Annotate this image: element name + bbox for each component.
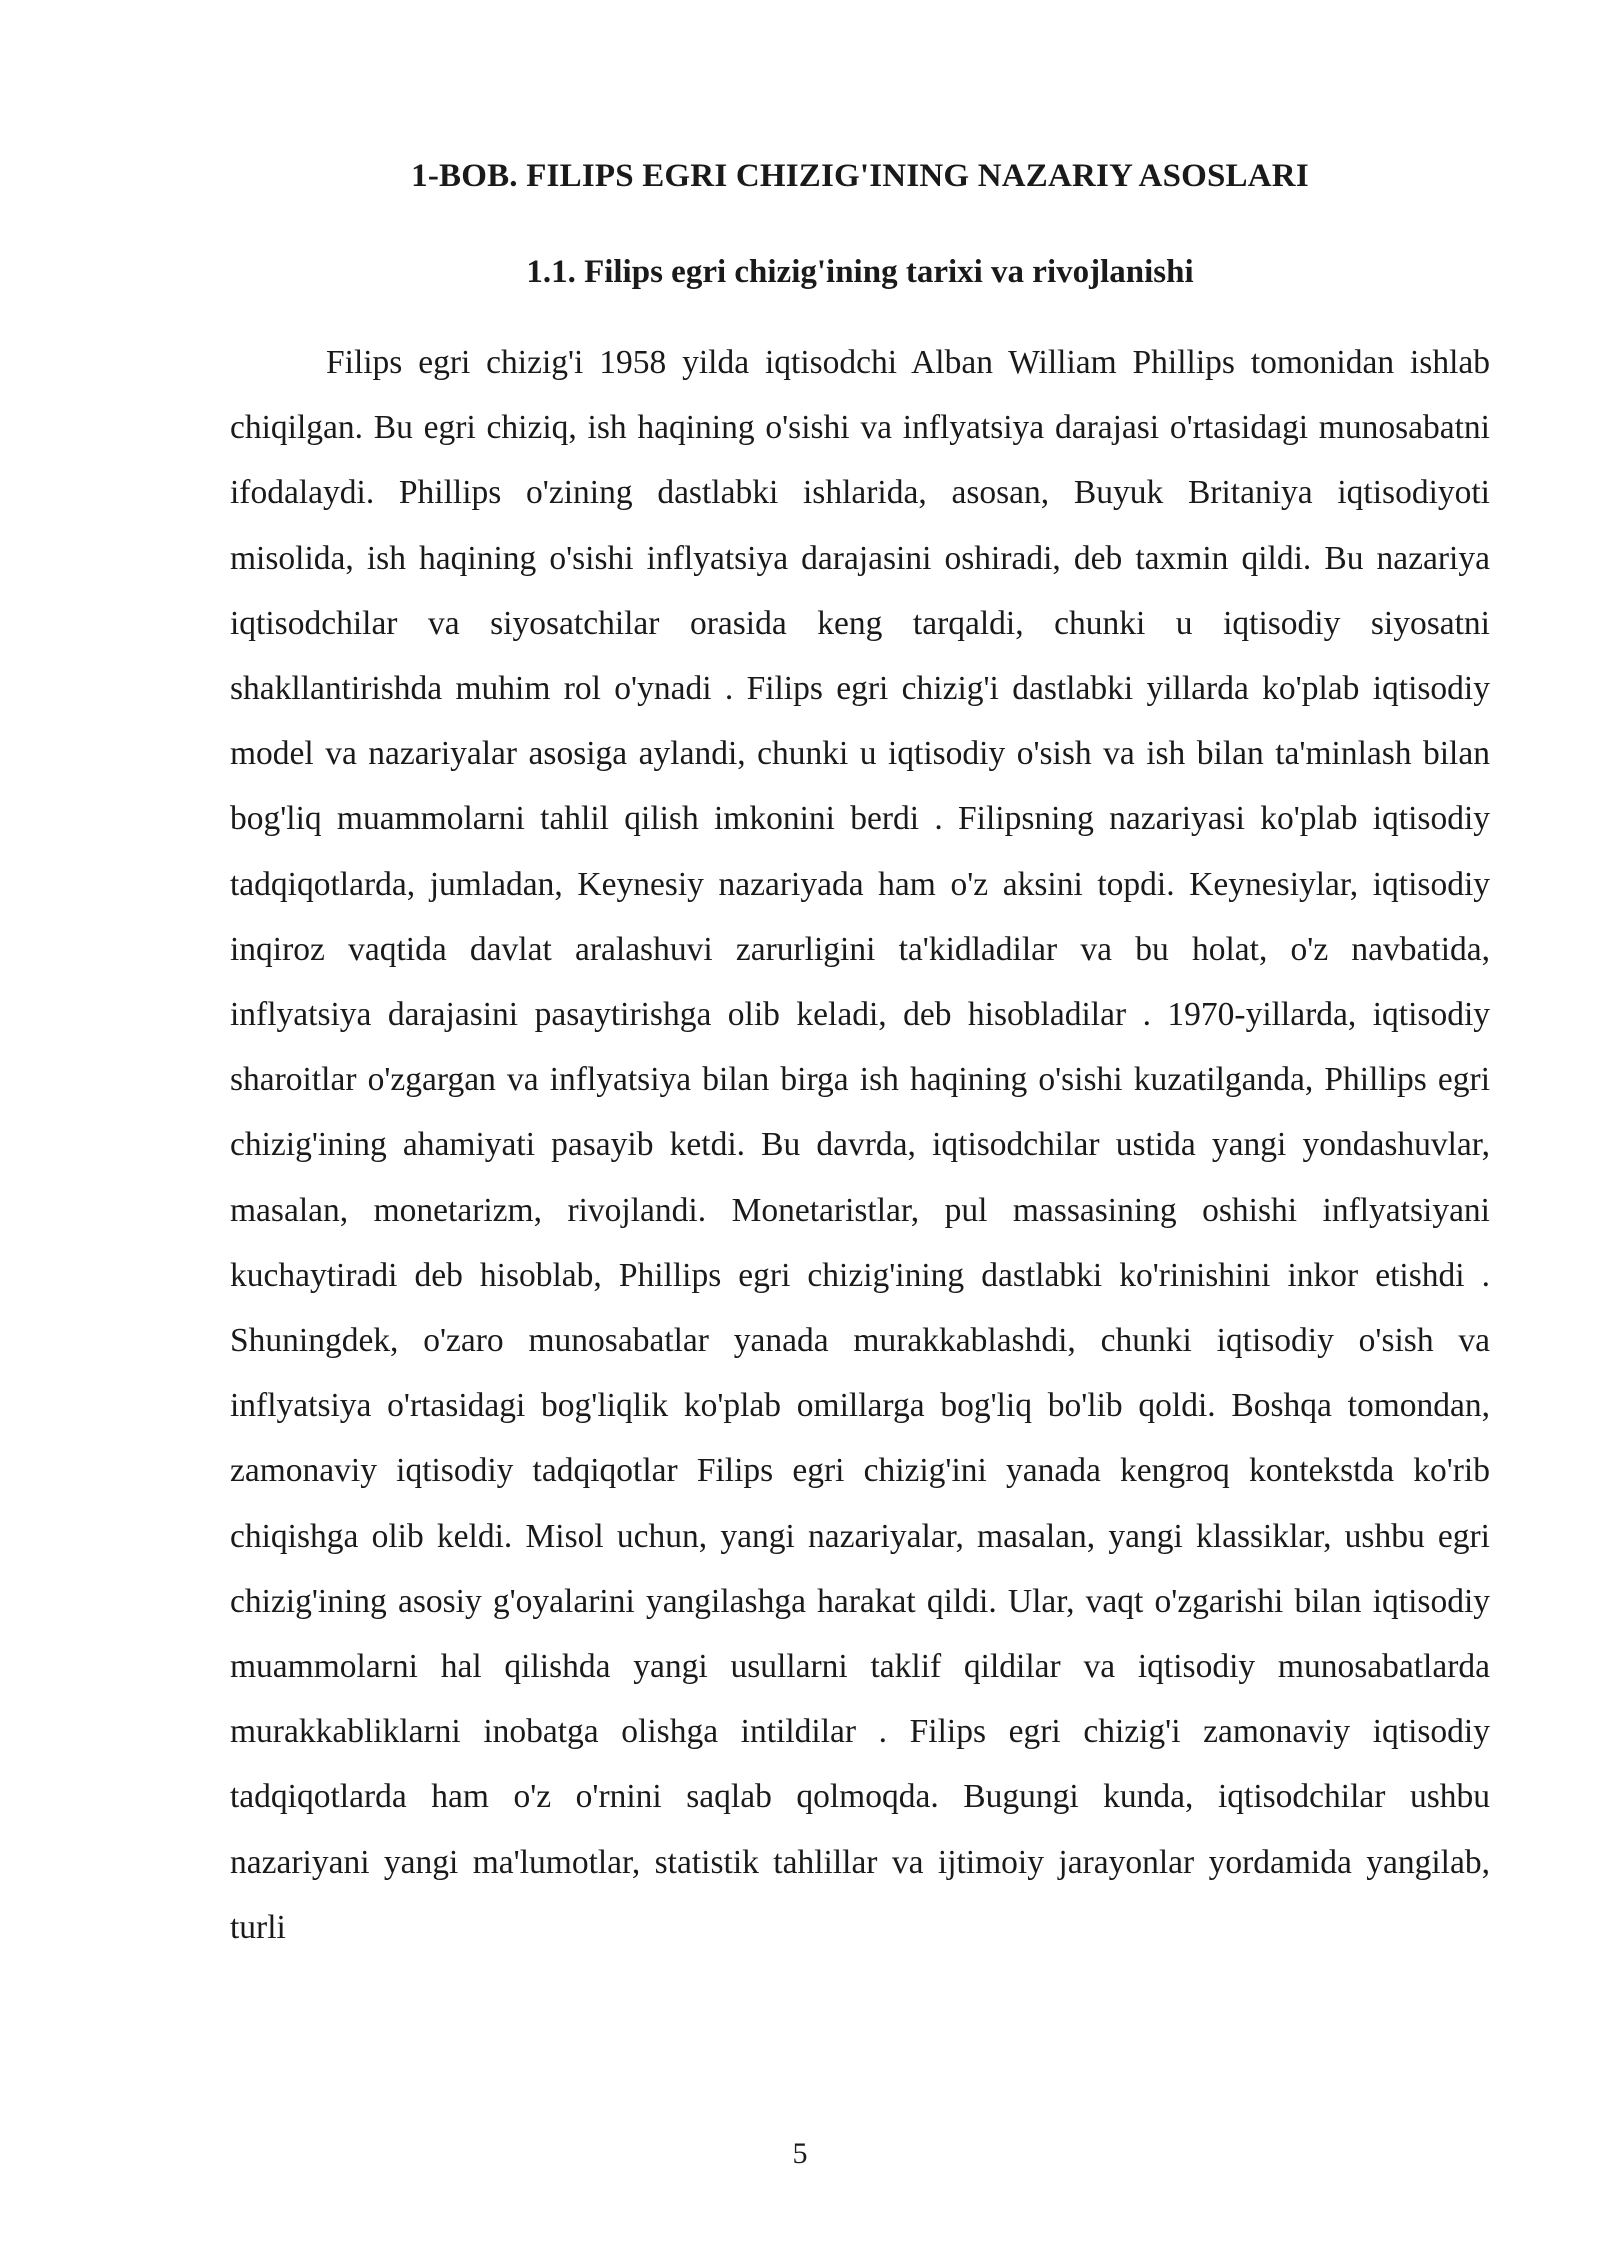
body-paragraph: Filips egri chizig'i 1958 yilda iqtisodchi Alban William Phillips tomonidan ishlab chiqilgan. Bu egri chiziq, ish haqining o'sishi va inflyatsiya darajasi o'rtasidagi munosabatni ifodalaydi. Phillips o'zining dastlabki ishlarida, asosan, Buyuk Britaniya iqtisodiyoti misolida, ish haqining o'sishi inflyatsiya darajasini oshiradi, deb taxmin qildi. Bu nazariya iqtisodchilar va siyosatchilar orasida keng tarqaldi, chunki u iqtisodiy siyosatni shakllantirishda muhim rol o'ynadi . Filips egri chizig'i dastlabki yillarda ko'plab iqtisodiy model va nazariyalar asosiga aylandi, chunki u iqtisodiy o'sish va ish bilan ta'minlash bilan bog'liq muammolarni tahlil qilish imkonini berdi . Filipsning nazariyasi ko'plab iqtisodiy tadqiqotlarda, jumladan, Keynesiy nazariyada ham o'z aksini topdi. Keynesiylar, iqtisodiy inqiroz vaqtida davlat aralashuvi zarurligini ta'kidladilar va bu holat, o'z navbatida, inflyatsiya darajasini pasaytirishga olib keladi, deb hisobladilar . 1970-yillarda, iqtisodiy sharoitlar o'zgargan va inflyatsiya bilan birga ish haqining o'sishi kuzatilganda, Phillips egri chizig'ining ahamiyati pasayib ketdi. Bu davrda, iqtisodchilar ustida yangi yondashuvlar, masalan, monetarizm, rivojlandi. Monetaristlar, pul massasining oshishi inflyatsiyani kuchaytiradi deb hisoblab, Phillips egri chizig'ining dastlabki ko'rinishini inkor etishdi . Shuningdek, o'zaro munosabatlar yanada murakkablashdi, chunki iqtisodiy o'sish va inflyatsiya o'rtasidagi bog'liqlik ko'plab omillarga bog'liq bo'lib qoldi. Boshqa tomondan, zamonaviy iqtisodiy tadqiqotlar Filips egri chizig'ini yanada kengroq kontekstda ko'rib chiqishga olib keldi. Misol uchun, yangi nazariyalar, masalan, yangi klassiklar, ushbu egri chizig'ining asosiy g'oyalarini yangilashga harakat qildi. Ular, vaqt o'zgarishi bilan iqtisodiy muammolarni hal qilishda yangi usullarni taklif qildilar va iqtisodiy munosabatlarda murakkabliklarni inobatga olishga intildilar . Filips egri chizig'i zamonaviy iqtisodiy tadqiqotlarda ham o'z o'rnini saqlab qolmoqda. Bugungi kunda, iqtisodchilar ushbu nazariyani yangi ma'lumotlar, statistik tahlillar va ijtimoiy jarayonlar yordamida yangilab, turli [230,344,1490,1946]
chapter-title: 1-BOB. FILIPS EGRI CHIZIG'INING NAZARIY ASOSLARI [411,158,1309,194]
section-title: 1.1. Filips egri chizig'ining tarixi va rivojlanishi [526,254,1194,290]
page-number: 5 [792,2137,808,2170]
